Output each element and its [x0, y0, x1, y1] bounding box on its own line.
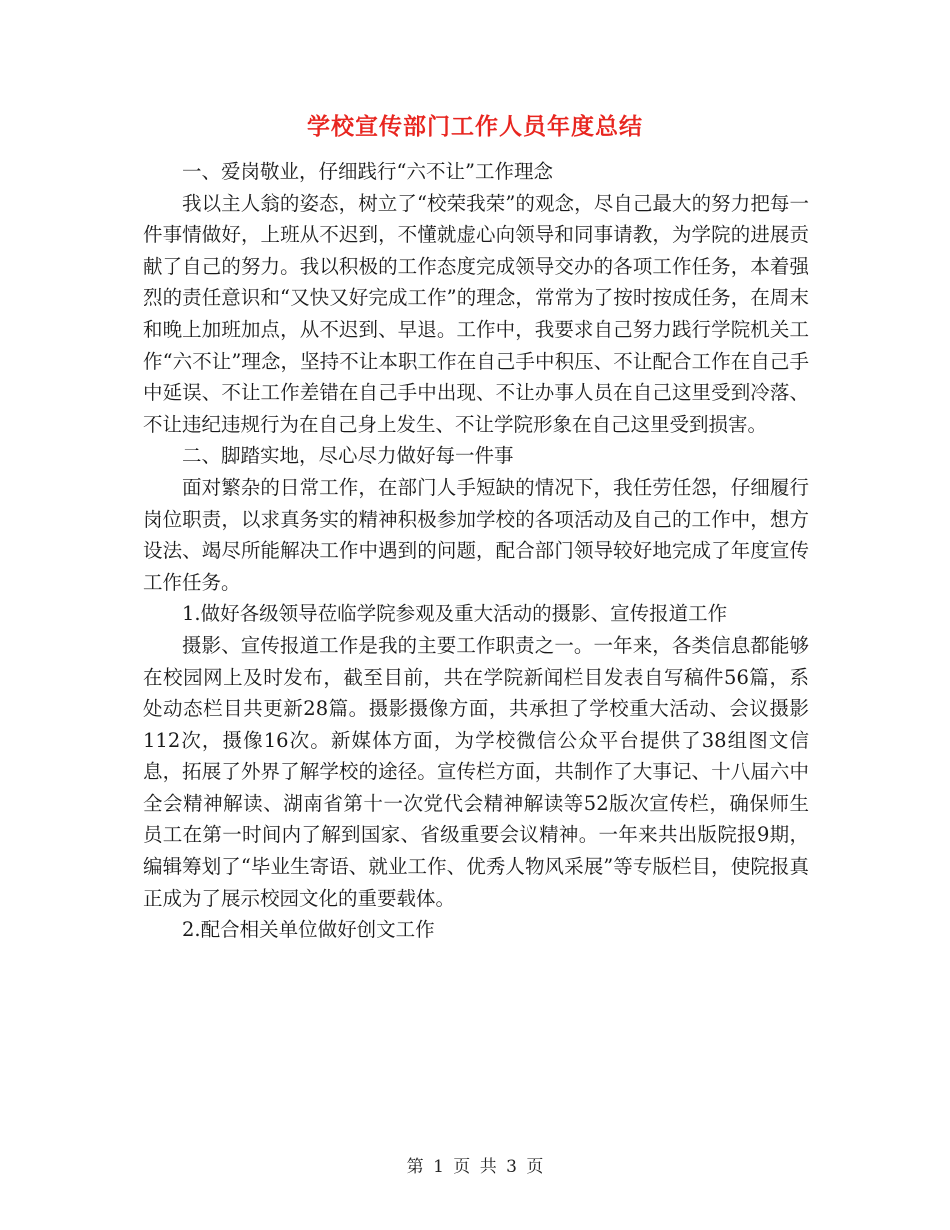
paragraph-3: 摄影、宣传报道工作是我的主要工作职责之一。一年来，各类信息都能够在校园网上及时发布，截至目前，共在学院新闻栏目发表自写稿件56篇，系处动态栏目共更新28篇。摄影摄像方面，共承担了学校重大活动、会议摄影112次，摄像16次。新媒体方面，为学校微信公众平台提供了38组图文信息，拓展了外界了解学校的途径。宣传栏方面，共制作了大事记、十八届六中全会精神解读、湖南省第十一次党代会精神解读等52版次宣传栏，确保师生员工在第一时间内了解到国家、省级重要会议精神。一年来共出版院报9期，编辑筹划了“毕业生寄语、就业工作、优秀人物风采展”等专版栏目，使院报真正成为了展示校园文化的重要载体。 [143, 633, 809, 910]
subheading-1: 1.做好各级领导莅临学院参观及重大活动的摄影、宣传报道工作 [182, 602, 728, 626]
page-number-footer: 第 1 页 共 3 页 [406, 1157, 544, 1177]
section-heading-1: 一、爱岗敬业，仔细践行“六不让”工作理念 [182, 160, 553, 183]
paragraph-1: 我以主人翁的姿态，树立了“校荣我荣”的观念，尽自己最大的努力把每一件事情做好，上班从不迟到，不懂就虚心向领导和同事请教，为学院的进展贡献了自己的努力。我以积极的工作态度完成领导交办的各项工作任务，本着强烈的责任意识和“又快又好完成工作”的理念，常常为了按时按成任务，在周末和晚上加班加点，从不迟到、早退。工作中，我要求自己努力践行学院机关工作“六不让”理念，坚持不让本职工作在自己手中积压、不让配合工作在自己手中延误、不让工作差错在自己手中出现、不让办事人员在自己这里受到冷落、不让违纪违规行为在自己身上发生、不让学院形象在自己这里受到损害。 [143, 191, 809, 436]
paragraph-2: 面对繁杂的日常工作，在部门人手短缺的情况下，我任劳任怨，仔细履行岗位职责，以求真务实的精神积极参加学校的各项活动及自己的工作中，想方设法、竭尽所能解决工作中遇到的问题，配合部门领导较好地完成了年度宣传工作任务。 [143, 475, 809, 594]
section-heading-2: 二、脚踏实地，尽心尽力做好每一件事 [182, 444, 514, 468]
subheading-2: 2.配合相关单位做好创文工作 [182, 918, 435, 942]
document-body [143, 156, 809, 946]
document-title: 学校宣传部门工作人员年度总结 [307, 114, 643, 140]
